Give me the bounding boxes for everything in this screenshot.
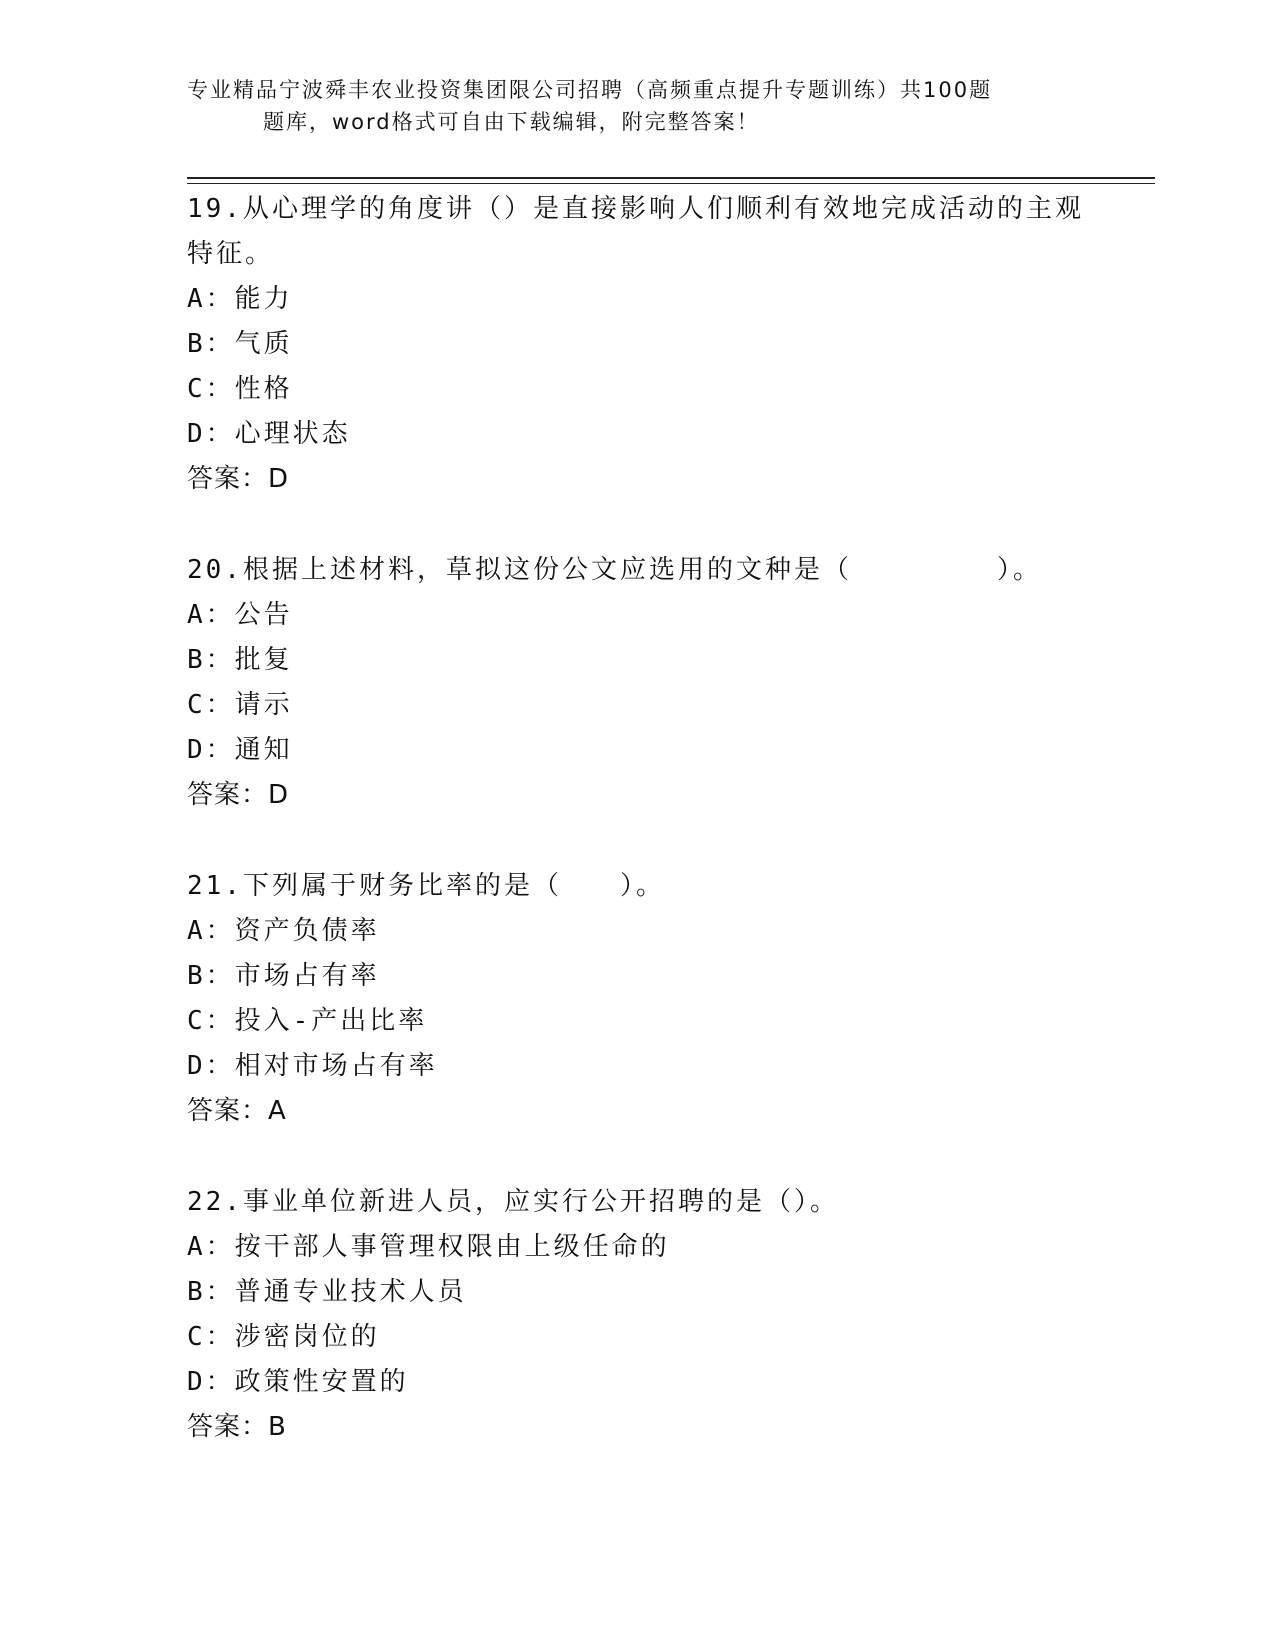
option-b: B：气质: [187, 329, 293, 359]
question-text: 21.下列属于财务比率的是（ ）。: [187, 871, 665, 901]
option-c: C：涉密岗位的: [187, 1322, 380, 1352]
option-d: D：心理状态: [187, 419, 351, 449]
question-text: 20.根据上述材料，草拟这份公文应选用的文种是（ ）。: [187, 555, 1042, 585]
header-divider-thin: [187, 183, 1155, 184]
option-b: B：批复: [187, 645, 293, 675]
option-c: C：性格: [187, 374, 293, 404]
option-b: B：市场占有率: [187, 961, 380, 991]
question-19: [187, 187, 1087, 502]
question-text: 22.事业单位新进人员，应实行公开招聘的是（）。: [187, 1187, 839, 1217]
option-a: A：按干部人事管理权限由上级任命的: [187, 1232, 670, 1262]
document-header: [187, 74, 1087, 138]
answer-label: 答案：A: [187, 1096, 287, 1126]
option-d: D：政策性安置的: [187, 1367, 409, 1397]
answer-label: 答案：D: [187, 780, 290, 810]
question-20: [187, 548, 1087, 818]
question-21: [187, 864, 1087, 1134]
option-a: A：资产负债率: [187, 916, 380, 946]
answer-label: 答案：B: [187, 1412, 287, 1442]
option-a: A：能力: [187, 284, 293, 314]
option-b: B：普通专业技术人员: [187, 1277, 467, 1307]
option-a: A：公告: [187, 600, 293, 630]
option-c: C：请示: [187, 690, 293, 720]
option-d: D：通知: [187, 735, 293, 765]
option-d: D：相对市场占有率: [187, 1051, 438, 1081]
answer-label: 答案：D: [187, 464, 290, 494]
header-title-line-2: 题库，word格式可自由下载编辑，附完整答案！: [263, 110, 760, 134]
question-text: 19.从心理学的角度讲（）是直接影响人们顺利有效地完成活动的主观特征。: [187, 194, 1084, 269]
header-title-line-1: 专业精品宁波舜丰农业投资集团限公司招聘（高频重点提升专题训练）共100题: [187, 78, 993, 102]
option-c: C：投入-产出比率: [187, 1006, 428, 1036]
question-22: [187, 1180, 1087, 1450]
header-divider: [187, 177, 1155, 179]
